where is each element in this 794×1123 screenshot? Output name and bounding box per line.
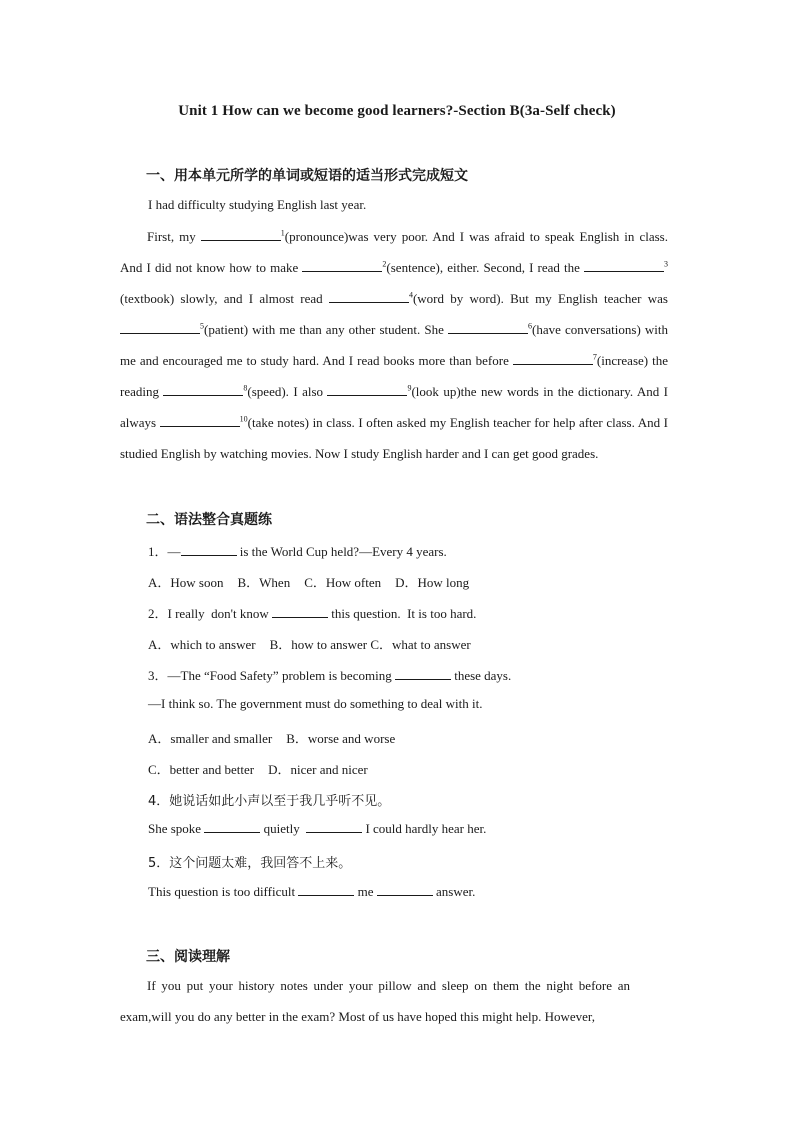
q2-blank[interactable] <box>272 606 328 618</box>
question-2: 2．I really don't know this question. It is too hard. <box>148 606 477 621</box>
section-1-intro: I had difficulty studying English last year. <box>148 197 367 212</box>
q5-blank-1[interactable] <box>298 884 354 896</box>
q2-option-a[interactable]: A．which to answer <box>148 637 256 652</box>
blank-3[interactable] <box>584 260 664 272</box>
section-2-heading: 二、语法整合真题练 <box>146 512 272 528</box>
q3-blank[interactable] <box>395 668 451 680</box>
question-2-options <box>148 634 485 653</box>
question-1: 1．— is the World Cup held?—Every 4 years. <box>148 544 447 559</box>
q3-option-c[interactable]: C．better and better <box>148 762 255 777</box>
question-3: 3．—The “Food Safety” problem is becoming these days. <box>148 668 512 683</box>
page-title: Unit 1 How can we become good learners?-Section B(3a-Self check) <box>178 103 616 119</box>
section-1-heading: 一、用本单元所学的单词或短语的适当形式完成短文 <box>146 168 468 184</box>
q4-blank-2[interactable] <box>306 821 362 833</box>
q5-blank-2[interactable] <box>377 884 433 896</box>
q3-option-b[interactable]: B．worse and worse <box>286 731 396 746</box>
q2-option-bc[interactable]: B．how to answer C．what to answer <box>269 637 471 652</box>
blank-6[interactable] <box>448 322 528 334</box>
cloze-passage: First, my $^1$(pronounce)was very poor. And I was afraid to speak English in class. And I did not know how to make $^2$(sentence), either. Second, I read the $^3$ (textbook) slowly, and I almost read $^4$(word by word). But my English teacher was $^5$(patient) with me than any other student. She $^6$(have conversations) with me and encouraged me to study hard. And I read books more than before $^7$(increase) the reading $^8$(speed). I also $^9$(look up)the new words in the dictionary. And I always $^{10}$(take notes) in class. I often asked my English teacher for help after class. And I studied English by watching movies. Now I study English harder and I can get good grades. <box>120 228 669 461</box>
q1-option-c[interactable]: C．How often <box>304 575 382 590</box>
q3-option-a[interactable]: A．smaller and smaller <box>148 731 273 746</box>
question-1-options <box>148 572 483 591</box>
blank-1[interactable] <box>201 229 281 241</box>
question-3-reply: —I think so. The government must do something to deal with it. <box>148 696 483 711</box>
blank-5[interactable] <box>120 322 200 334</box>
blank-10[interactable] <box>160 415 240 427</box>
question-5-chinese: 5．这个问题太难，我回答不上来。 <box>148 856 352 871</box>
question-3-options-row-1 <box>148 728 409 747</box>
q1-blank[interactable] <box>181 544 237 556</box>
blank-9[interactable] <box>327 384 407 396</box>
reading-passage: If you put your history notes under your pillow and sleep on them the night before an exam,will you do any better in the exam? Most of us have hoped this might help. However, <box>120 978 630 1024</box>
q1-option-a[interactable]: A．How soon <box>148 575 224 590</box>
q1-option-d[interactable]: D．How long <box>395 575 470 590</box>
blank-7[interactable] <box>513 353 593 365</box>
q1-option-b[interactable]: B．When <box>237 575 291 590</box>
question-5: This question is too difficult me answer. <box>148 884 476 899</box>
question-4-chinese: 4．她说话如此小声以至于我几乎听不见。 <box>148 794 391 809</box>
blank-8[interactable] <box>163 384 243 396</box>
question-4: She spoke quietly I could hardly hear her. <box>148 821 487 836</box>
q4-blank-1[interactable] <box>204 821 260 833</box>
q3-option-d[interactable]: D．nicer and nicer <box>268 762 368 777</box>
blank-4[interactable] <box>329 291 409 303</box>
question-3-options-row-2 <box>148 759 382 778</box>
blank-2[interactable] <box>302 260 382 272</box>
section-3-heading: 三、阅读理解 <box>146 949 230 965</box>
